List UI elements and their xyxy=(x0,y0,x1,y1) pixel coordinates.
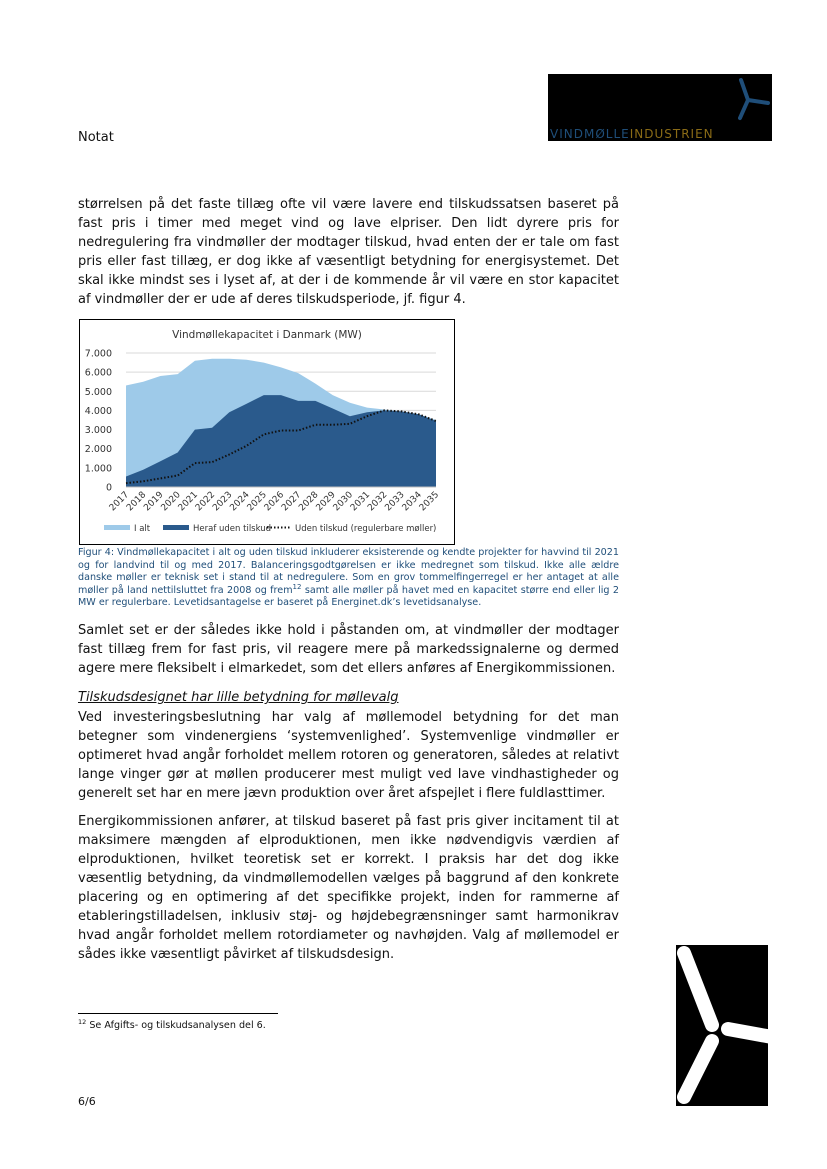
x-tick-label: 2035 xyxy=(417,490,442,514)
y-tick-label: 5.000 xyxy=(84,386,112,398)
page-number: 6/6 xyxy=(78,1095,96,1108)
x-tick-label: 2025 xyxy=(245,490,269,514)
body-paragraph-4: Energikommissionen anfører, at tilskud baseret på fast pris giver incitament til at maksimere mængden af elproduktionen, men ikke nødvendigvis værdien af elproduktionen, hvilket teoretisk set er korrekt. I praksis har det dog ikke væsentlig betydning, da vindmøllemodellen vælges på baggrund af den konkrete placering og en optimering af det specifikke projekt, inden for rammerne af etableringstilladelsen, inklusiv støj- og højdebegrænsninger samt harmonikrav hvad angår forholdet mellem rotordiameter og navhøjden. Valg af møllemodel er sådes ikke væsentligt påvirket af tilskudsdesign. xyxy=(78,814,619,962)
x-tick-label: 2029 xyxy=(314,490,338,514)
footnote xyxy=(78,1017,266,1031)
caption-text-2: samt alle møller på havet med en kapacitet større end eller lig 2 MW er regulerbare. Levetidsantagelse er baseret på Energinet.dk’s levetidsanalyse. xyxy=(78,584,619,608)
x-tick-label: 2028 xyxy=(297,490,321,514)
legend-swatch-0 xyxy=(104,525,130,530)
footnote-text: Se Afgifts- og tilskudsanalysen del 6. xyxy=(86,1020,266,1031)
x-tick-label: 2030 xyxy=(331,490,356,514)
x-tick-label: 2019 xyxy=(142,490,166,514)
turbine-logo-icon xyxy=(738,74,772,141)
legend-label-0: I alt xyxy=(134,524,151,534)
x-tick-label: 2021 xyxy=(176,490,201,514)
logo-wordmark: VINDMØLLEINDUSTRIEN xyxy=(550,127,714,141)
caption-footnote-ref[interactable]: 12 xyxy=(292,582,302,591)
x-tick-label: 2034 xyxy=(400,490,424,514)
footnote-divider xyxy=(78,1013,278,1014)
document-header-label: Notat xyxy=(78,130,114,145)
caption-text-1: Figur 4: Vindmøllekapacitet i alt og uden tilskud inkluderer eksisterende og kendte projekter for havvind til 2021 og for landvind til og med 2017. Balanceringsgodtgørelsen er ikke medregnet som tilskud. Ikke alle ældre danske møller er teknisk set i stand til at nedregulere. Som en grov tommelfingerregel er her antaget at alle møller på land nettilsluttet fra 2008 og frem xyxy=(78,547,619,596)
footnote-number: 12 xyxy=(78,1017,87,1026)
y-tick-label: 1.000 xyxy=(84,463,112,475)
capacity-chart xyxy=(79,319,455,545)
section-heading: Tilskudsdesignet har lille betydning for møllevalg xyxy=(78,690,399,705)
x-tick-label: 2027 xyxy=(280,490,304,514)
x-tick-label: 2022 xyxy=(193,490,218,514)
x-tick-label: 2033 xyxy=(383,490,407,514)
x-tick-label: 2017 xyxy=(107,490,132,514)
chart-canvas xyxy=(80,320,454,544)
legend-label-2: Uden tilskud (regulerbare møller) xyxy=(295,524,437,534)
chart-title: Vindmøllekapacitet i Danmark (MW) xyxy=(172,329,362,341)
y-tick-label: 6.000 xyxy=(84,367,112,379)
x-tick-label: 2018 xyxy=(125,490,149,514)
turbine-watermark-icon xyxy=(676,945,768,1106)
x-tick-label: 2026 xyxy=(262,490,287,514)
body-paragraph-2: Samlet set er der således ikke hold i påstanden om, at vindmøller der modtager fast tillæg frem for fast pris, vil reagere mere på markedssignalerne og dermed agere mere fleksibelt i elmarkedet, som det ellers anføres af Energikommissionen. xyxy=(78,623,619,676)
company-logo xyxy=(548,74,772,141)
x-tick-label: 2024 xyxy=(228,490,252,514)
x-tick-label: 2020 xyxy=(159,490,183,514)
y-tick-label: 2.000 xyxy=(84,444,112,456)
figure-caption xyxy=(78,547,619,610)
x-tick-label: 2031 xyxy=(348,490,373,514)
x-tick-label: 2023 xyxy=(211,490,235,514)
x-tick-label: 2032 xyxy=(366,490,390,514)
y-tick-label: 3.000 xyxy=(84,425,112,437)
body-paragraph-1: størrelsen på det faste tillæg ofte vil være lavere end tilskudssatsen baseret på fast pris i timer med meget vind og lave elpriser. Den lidt dyrere pris for nedregulering fra vindmøller der modtager tilskud, hvad enten der er tale om fast pris eller fast tillæg, er dog ikke af væsentligt betydning for energisystemet. Det skal ikke mindst ses i lyset af, at der i de kommende år vil være en stor kapacitet af vindmøller der er ude af deres tilskudsperiode, jf. figur 4. xyxy=(78,197,619,307)
body-paragraph-3: Ved investeringsbeslutning har valg af møllemodel betydning for det man betegner som vindenergiens ‘systemvenlighed’. Systemvenlige vindmøller er optimeret hvad angår forholdet mellem rotoren og generatoren, således at relativt lange vinger gør at møllen producerer mest muligt ved lave vindhastigheder og generelt set har en mere jævn produktion over året afspejlet i flere fuldlasttimer. xyxy=(78,710,619,801)
legend-swatch-1 xyxy=(163,525,189,530)
y-tick-label: 7.000 xyxy=(84,348,112,360)
y-tick-label: 4.000 xyxy=(84,405,112,417)
legend-label-1: Heraf uden tilskud xyxy=(193,524,272,534)
y-tick-label: 0 xyxy=(105,482,112,494)
